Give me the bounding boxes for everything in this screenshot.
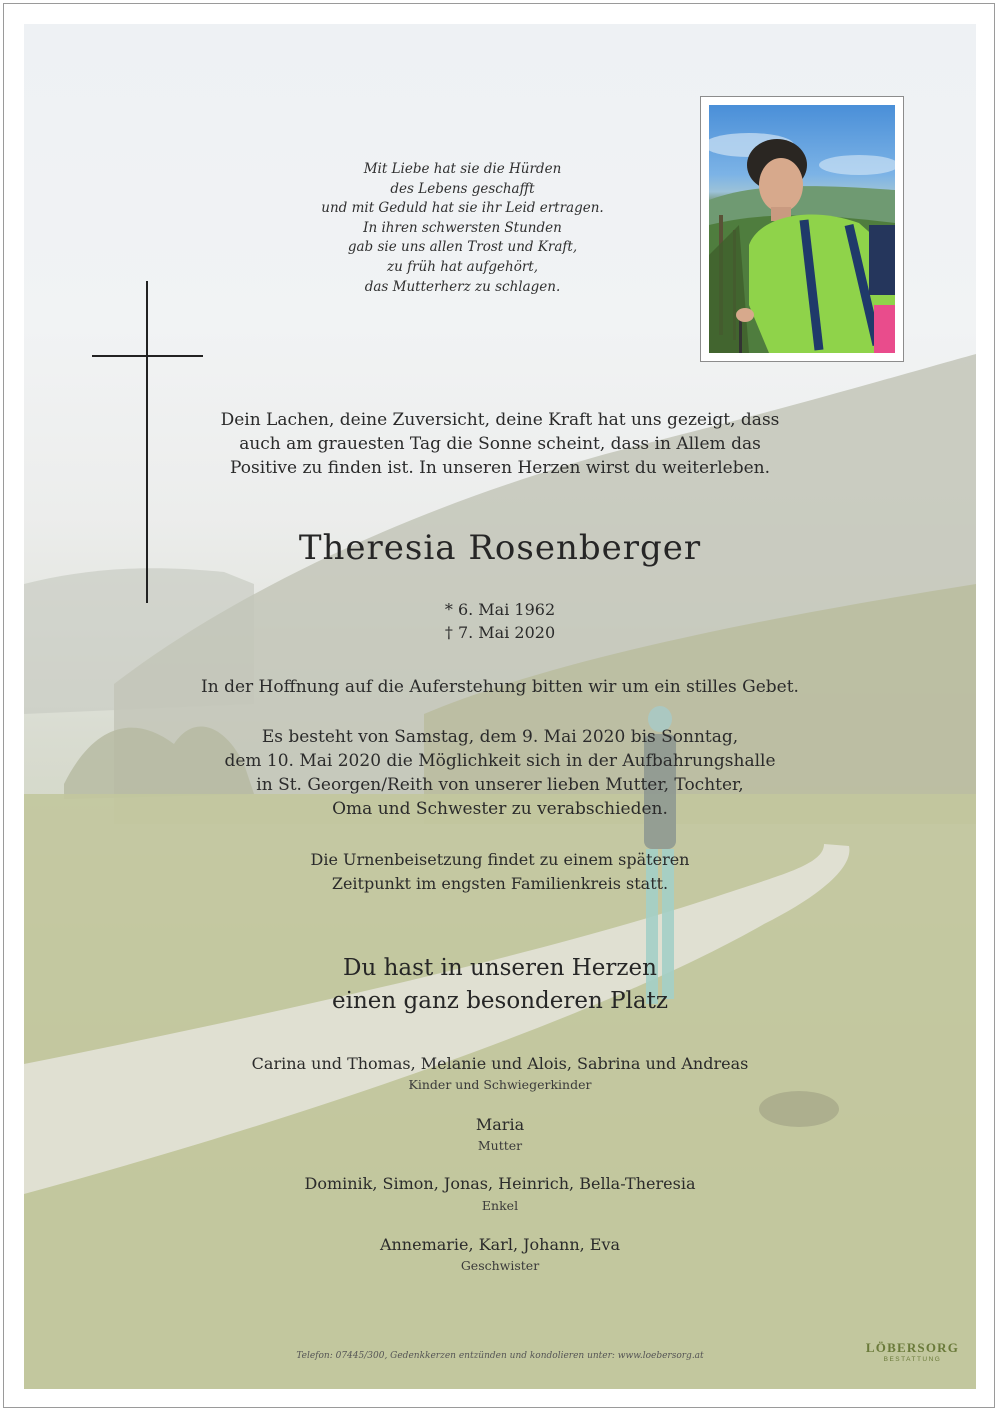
poem-line: und mit Geduld hat sie ihr Leid ertragen. xyxy=(321,200,604,217)
poem-line: In ihren schwersten Stunden xyxy=(363,219,562,236)
farewell-notice xyxy=(100,725,900,821)
poem-line: das Mutterherz zu schlagen. xyxy=(364,278,561,295)
heading-line: einen ganz besonderen Platz xyxy=(332,988,668,1014)
poem-line: gab sie uns allen Trost und Kraft, xyxy=(347,239,578,256)
farewell-line: Es besteht von Samstag, dem 9. Mai 2020 bis Sonntag, xyxy=(261,727,739,747)
mourner-names: Annemarie, Karl, Johann, Eva xyxy=(379,1235,621,1254)
birth-date: * 6. Mai 1962 xyxy=(444,600,556,619)
prayer-request: In der Hoffnung auf die Auferstehung bitten wir um ein stilles Gebet. xyxy=(201,677,799,697)
burial-notice xyxy=(200,848,800,896)
poem-line: des Lebens geschafft xyxy=(390,180,535,197)
portrait-photo xyxy=(709,105,895,353)
mourner-relation: Enkel xyxy=(481,1198,519,1213)
cross-bar xyxy=(92,355,203,357)
mourner-names: Carina und Thomas, Melanie und Alois, Sabrina und Andreas xyxy=(251,1054,749,1073)
quote-line: auch am grauesten Tag die Sonne scheint, dass in Allem das xyxy=(239,434,761,454)
funeral-home-logo xyxy=(855,1340,970,1363)
poem xyxy=(290,160,635,297)
farewell-line: in St. Georgen/Reith von unserer lieben Mutter, Tochter, xyxy=(256,775,744,795)
mourner-relation: Mutter xyxy=(477,1138,523,1153)
death-date: † 7. Mai 2020 xyxy=(444,623,556,642)
deceased-name: Theresia Rosenberger xyxy=(298,528,702,568)
life-dates xyxy=(350,598,650,644)
heading-line: Du hast in unseren Herzen xyxy=(343,955,657,981)
poem-line: Mit Liebe hat sie die Hürden xyxy=(363,161,562,177)
mourner-relation: Kinder und Schwiegerkinder xyxy=(408,1077,592,1092)
burial-line: Die Urnenbeisetzung findet zu einem späteren xyxy=(310,850,690,869)
farewell-line: dem 10. Mai 2020 die Möglichkeit sich in der Aufbahrungshalle xyxy=(224,751,776,771)
quote-line: Positive zu finden ist. In unseren Herzen wirst du weiterleben. xyxy=(229,458,770,478)
logo-subtitle: BESTATTUNG xyxy=(883,1356,942,1363)
logo-wordmark: LÖBERSORG xyxy=(865,1340,960,1355)
contact-footer: Telefon: 07445/300, Gedenkkerzen entzünden und kondolieren unter: www.loebersorg.at xyxy=(296,1351,704,1361)
closing-heading xyxy=(150,952,850,1018)
burial-line: Zeitpunkt im engsten Familienkreis statt. xyxy=(331,874,669,893)
mourner-names: Maria xyxy=(475,1115,525,1134)
portrait-frame xyxy=(700,96,904,362)
latin-cross-icon xyxy=(146,281,148,603)
mourner-relation: Geschwister xyxy=(460,1258,540,1273)
tribute-quote xyxy=(150,408,850,480)
farewell-line: Oma und Schwester zu verabschieden. xyxy=(332,799,668,819)
quote-line: Dein Lachen, deine Zuversicht, deine Kraft hat uns gezeigt, dass xyxy=(220,410,780,430)
mourner-names: Dominik, Simon, Jonas, Heinrich, Bella-Theresia xyxy=(304,1174,696,1193)
poem-line: zu früh hat aufgehört, xyxy=(386,258,539,275)
